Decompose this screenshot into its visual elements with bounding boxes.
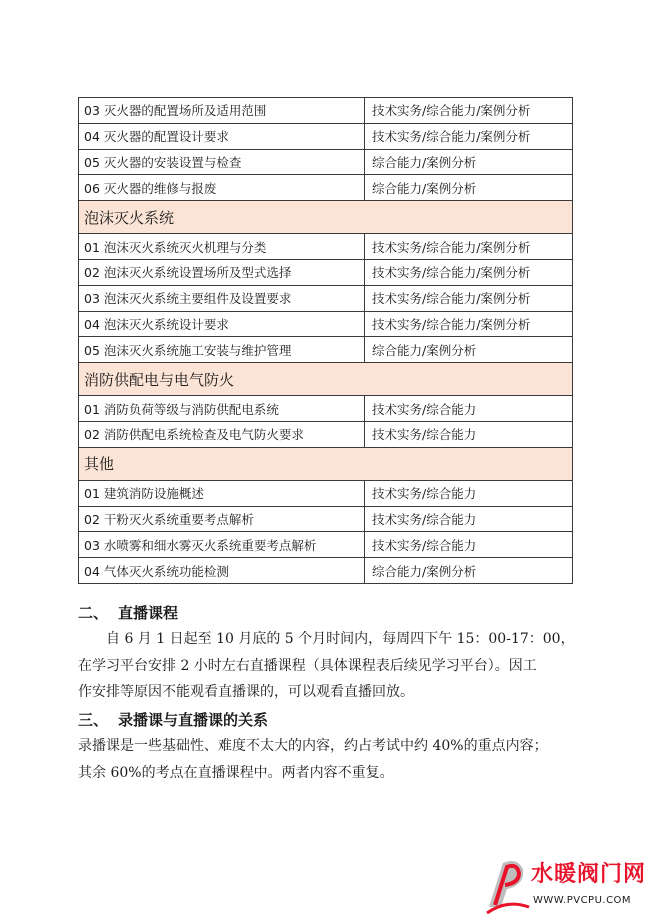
watermark-logo-icon xyxy=(483,855,531,915)
paragraph-line: 在学习平台安排 2 小时左右直播课程（具体课程表后续见学习平台）。因工 xyxy=(78,657,537,674)
relation-paragraph xyxy=(78,733,578,786)
course-title: 01 泡沫灭火系统灭火机理与分类 xyxy=(79,234,365,260)
course-scope: 综合能力/案例分析 xyxy=(365,175,573,201)
section-header: 其他 xyxy=(79,447,573,480)
table-row xyxy=(79,285,573,311)
section-heading-live xyxy=(78,602,178,623)
course-title: 03 水喷雾和细水雾灭火系统重要考点解析 xyxy=(79,532,365,558)
course-title: 05 泡沫灭火系统施工安装与维护管理 xyxy=(79,337,365,363)
course-scope: 技术实务/综合能力/案例分析 xyxy=(365,234,573,260)
section-header-row xyxy=(79,363,573,396)
section-header: 泡沫灭火系统 xyxy=(79,201,573,234)
course-title: 02 干粉灭火系统重要考点解析 xyxy=(79,506,365,532)
course-scope: 技术实务/综合能力/案例分析 xyxy=(365,98,573,124)
paragraph-line: 其余 60%的考点在直播课程中。两者内容不重复。 xyxy=(78,764,394,781)
course-scope: 技术实务/综合能力 xyxy=(365,532,573,558)
course-scope: 综合能力/案例分析 xyxy=(365,149,573,175)
course-scope: 综合能力/案例分析 xyxy=(365,337,573,363)
section-number: 二、 xyxy=(78,604,109,622)
course-scope: 技术实务/综合能力 xyxy=(365,480,573,506)
course-scope: 技术实务/综合能力 xyxy=(365,396,573,422)
table-row xyxy=(79,532,573,558)
watermark xyxy=(483,855,648,917)
section-header-row xyxy=(79,447,573,480)
course-scope: 技术实务/综合能力/案例分析 xyxy=(365,123,573,149)
section-header: 消防供配电与电气防火 xyxy=(79,363,573,396)
course-title: 03 泡沫灭火系统主要组件及设置要求 xyxy=(79,285,365,311)
table-row xyxy=(79,149,573,175)
course-scope: 技术实务/综合能力/案例分析 xyxy=(365,311,573,337)
table-row xyxy=(79,480,573,506)
table-row xyxy=(79,558,573,584)
paragraph-line: 自 6 月 1 日起至 10 月底的 5 个月时间内，每周四下午 15：00-17：00， xyxy=(106,631,575,647)
course-title: 02 泡沫灭火系统设置场所及型式选择 xyxy=(79,259,365,285)
table-row xyxy=(79,259,573,285)
paragraph-line: 录播课是一些基础性、难度不太大的内容，约占考试中约 40%的重点内容； xyxy=(78,738,548,754)
table-row xyxy=(79,337,573,363)
section-number: 三、 xyxy=(78,711,109,729)
course-scope: 技术实务/综合能力/案例分析 xyxy=(365,285,573,311)
course-scope: 技术实务/综合能力 xyxy=(365,506,573,532)
course-scope: 技术实务/综合能力 xyxy=(365,421,573,447)
course-table xyxy=(78,97,573,584)
table-row xyxy=(79,506,573,532)
section-title: 直播课程 xyxy=(118,604,179,622)
section-header-row xyxy=(79,201,573,234)
course-title: 04 泡沫灭火系统设计要求 xyxy=(79,311,365,337)
course-scope: 综合能力/案例分析 xyxy=(365,558,573,584)
course-title: 04 气体灭火系统功能检测 xyxy=(79,558,365,584)
course-title: 03 灭火器的配置场所及适用范围 xyxy=(79,98,365,124)
table-row xyxy=(79,123,573,149)
course-title: 01 建筑消防设施概述 xyxy=(79,480,365,506)
course-title: 04 灭火器的配置设计要求 xyxy=(79,123,365,149)
course-title: 01 消防负荷等级与消防供配电系统 xyxy=(79,396,365,422)
table-row xyxy=(79,311,573,337)
table-row xyxy=(79,396,573,422)
watermark-url: WWW.PVCPU.COM xyxy=(533,895,632,906)
section-heading-relation xyxy=(78,709,268,730)
live-course-paragraph xyxy=(78,626,578,706)
watermark-title: 水暖阀门网 xyxy=(531,862,647,887)
table-row xyxy=(79,234,573,260)
table-row xyxy=(79,98,573,124)
course-title: 02 消防供配电系统检查及电气防火要求 xyxy=(79,421,365,447)
course-title: 05 灭火器的安装设置与检查 xyxy=(79,149,365,175)
course-title: 06 灭火器的维修与报废 xyxy=(79,175,365,201)
paragraph-line: 作安排等原因不能观看直播课的，可以观看直播回放。 xyxy=(78,684,414,700)
course-scope: 技术实务/综合能力/案例分析 xyxy=(365,259,573,285)
table-row xyxy=(79,175,573,201)
table-row xyxy=(79,421,573,447)
section-title: 录播课与直播课的关系 xyxy=(118,711,269,729)
